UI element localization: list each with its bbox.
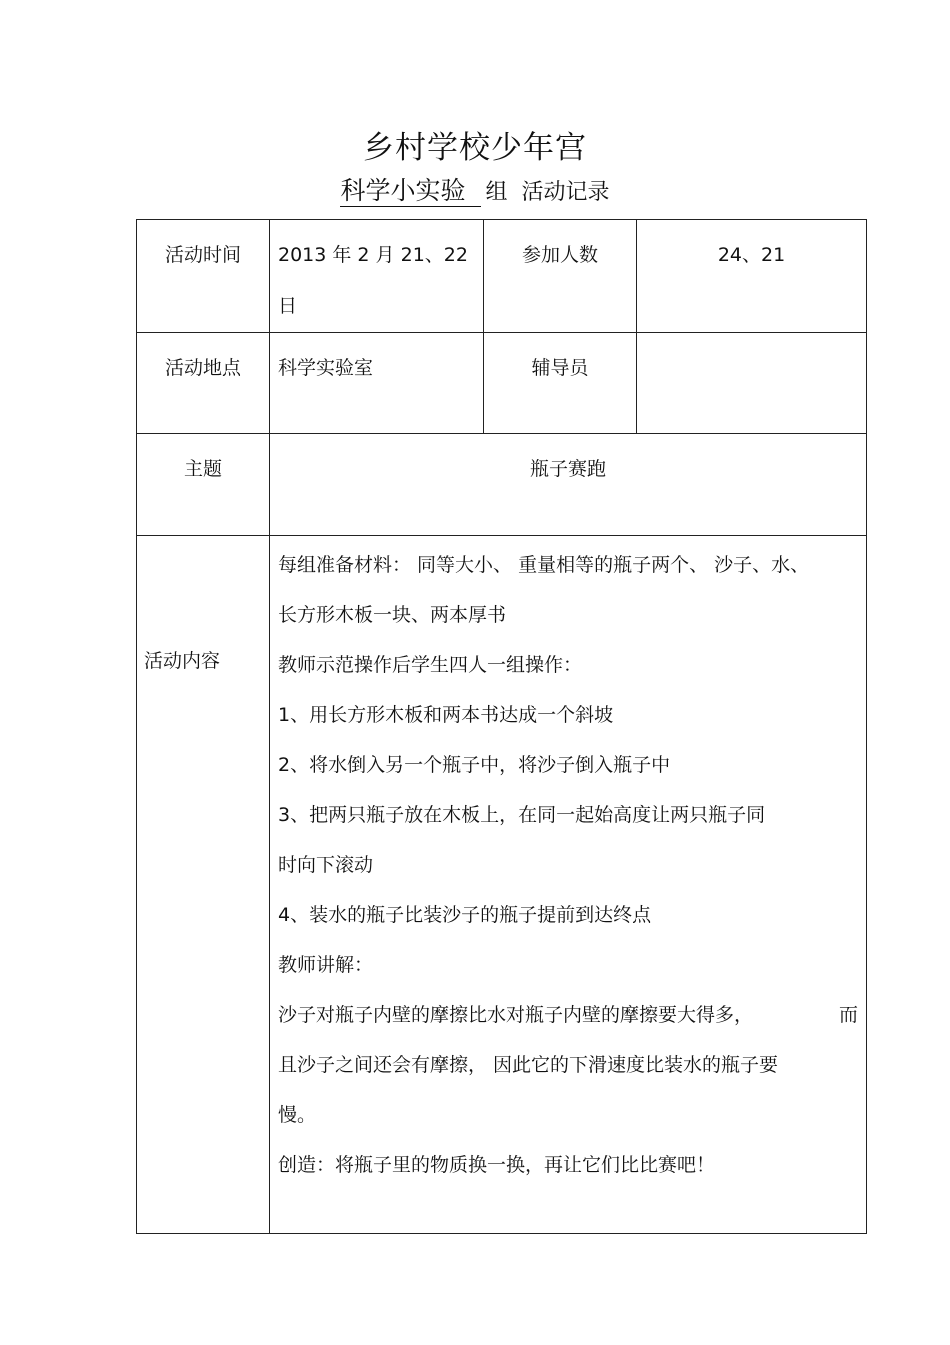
time-label: 活动时间 xyxy=(164,244,241,266)
group-suffix: 组 xyxy=(485,180,508,205)
time-value-cell xyxy=(270,220,484,333)
location-value: 科学实验室 xyxy=(278,357,374,379)
time-value xyxy=(270,220,483,332)
theme-value: 瓶子赛跑 xyxy=(529,458,606,480)
location-value-cell xyxy=(270,333,484,434)
location-label: 活动地点 xyxy=(164,357,241,379)
page-title: 乡村学校少年宫 xyxy=(363,130,587,166)
content-line: 教师示范操作后学生四人一组操作： xyxy=(278,654,583,676)
content-line: 且沙子之间还会有摩擦， 因此它的下滑速度比装水的瓶子要 xyxy=(278,1054,779,1076)
content-line xyxy=(270,990,866,1040)
content-line: 4、装水的瓶子比装沙子的瓶子提前到达终点 xyxy=(278,904,652,926)
location-row xyxy=(137,333,867,434)
theme-value-cell xyxy=(270,434,867,536)
activity-record-table xyxy=(136,219,867,1234)
content-line: 慢。 xyxy=(278,1104,317,1126)
content-row xyxy=(137,536,867,1234)
theme-row xyxy=(137,434,867,536)
content-value-cell xyxy=(270,536,867,1234)
participants-label: 参加人数 xyxy=(521,244,598,266)
theme-label: 主题 xyxy=(183,458,222,480)
group-name: 科学小实验 xyxy=(340,176,481,207)
content-line: 3、把两只瓶子放在木板上，在同一起始高度让两只瓶子同 xyxy=(278,804,766,826)
content-line: 时向下滚动 xyxy=(278,854,374,876)
page-subtitle xyxy=(0,176,950,209)
content-label: 活动内容 xyxy=(144,650,221,672)
content-line-part: 而 xyxy=(838,1004,858,1026)
record-label: 活动记录 xyxy=(521,180,610,205)
participants-value-cell xyxy=(637,220,867,333)
content-label-cell xyxy=(137,536,270,1234)
theme-label-cell xyxy=(137,434,270,536)
participants-label-cell xyxy=(484,220,637,333)
content-line: 创造：将瓶子里的物质换一换，再让它们比比赛吧！ xyxy=(278,1154,716,1176)
tutor-label-cell xyxy=(484,333,637,434)
tutor-value xyxy=(637,333,866,343)
content-line: 2、将水倒入另一个瓶子中，将沙子倒入瓶子中 xyxy=(278,754,671,776)
content-line: 每组准备材料： 同等大小、 重量相等的瓶子两个、 沙子、水、 xyxy=(278,554,810,576)
content-line-part: 沙子对瓶子内壁的摩擦比水对瓶子内壁的摩擦要大得多， xyxy=(278,1004,754,1026)
time-value-line2: 日 xyxy=(278,295,298,317)
location-label-cell xyxy=(137,333,270,434)
tutor-label: 辅导员 xyxy=(531,357,589,379)
content-line: 1、用长方形木板和两本书达成一个斜坡 xyxy=(278,704,614,726)
time-label-cell xyxy=(137,220,270,333)
content-line: 教师讲解： xyxy=(278,954,374,976)
tutor-value-cell xyxy=(637,333,867,434)
time-value-line1: 2013 年 2 月 21、22 xyxy=(278,244,468,266)
participants-value: 24、21 xyxy=(717,244,786,266)
time-row xyxy=(137,220,867,333)
content-line: 长方形木板一块、两本厚书 xyxy=(278,604,507,626)
